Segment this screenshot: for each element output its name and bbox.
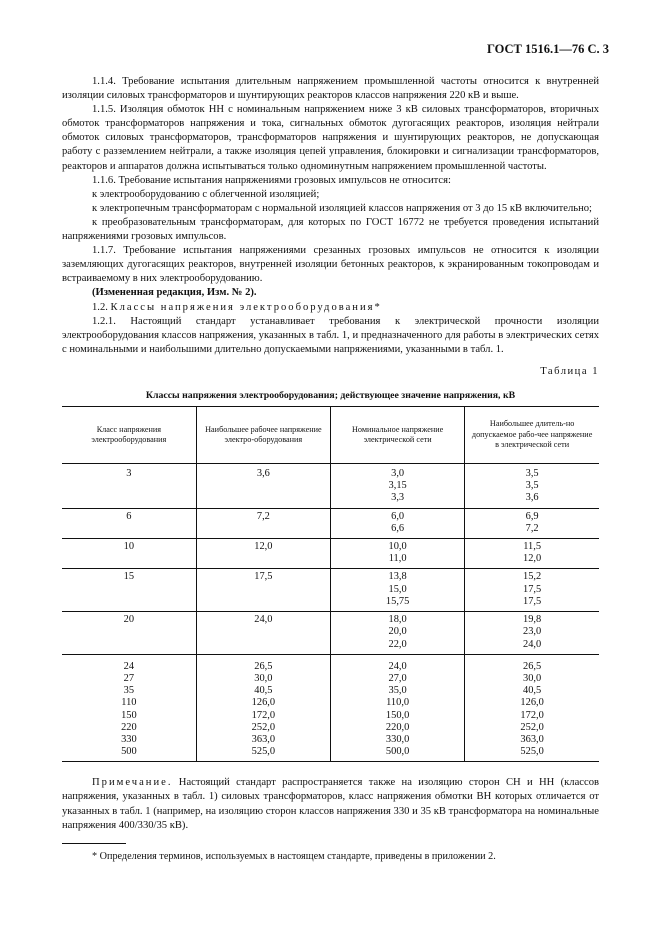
cell-value: 26,5	[523, 660, 542, 672]
header-max-working: Наибольшее рабочее напряжение электро-оборудования	[196, 407, 330, 464]
table-cell	[62, 612, 196, 655]
cell-value: 22,0	[388, 638, 407, 650]
table-header-row	[62, 407, 599, 464]
cell-value: 15	[123, 571, 135, 583]
cell-value: 3,6	[256, 468, 270, 480]
voltage-classes-table	[62, 406, 599, 762]
table-body	[62, 464, 599, 762]
header-max-continuous: Наибольшее длитель-но допускаемое рабо-чее напряжение в электрической сети	[465, 407, 599, 464]
cell-value: 330,0	[385, 733, 410, 745]
table-cell	[196, 539, 330, 569]
paragraph-1-1-5: 1.1.5. Изоляция обмоток НН с номинальным напряжением ниже 3 кВ силовых трансформаторов, вторичных обмоток трансформаторов напряжения и тока, сигнальных обмоток дугогасящих реакторов, изоляция нейтрали обмоток силовых трансформаторов, трансформаторов напряжения и шунтирующих реакторов, не допускающая работу с разземлением нейтрали, а также изоляция цепей управления, блокировки и сигнализации трансформаторов, реакторов и аппаратов должна испытываться только одноминутным напряжением промышленной частоты.	[62, 104, 599, 172]
cell-value: 26,5	[254, 660, 273, 672]
table-cell	[196, 569, 330, 612]
cell-value: 6	[126, 510, 132, 522]
cell-value: 35	[123, 685, 135, 697]
cell-value: 30,0	[523, 672, 542, 684]
cell-value: 27	[123, 672, 135, 684]
section-number: 1.2.	[92, 301, 108, 313]
cell-value: 7,2	[256, 510, 270, 522]
cell-value: 23,0	[523, 626, 542, 638]
table-number: Таблица 1	[540, 365, 599, 377]
cell-value: 110,0	[386, 697, 410, 709]
cell-value: 126,0	[520, 697, 544, 709]
table-cell	[196, 508, 330, 538]
cell-value: 15,75	[385, 595, 410, 607]
table-cell	[331, 569, 465, 612]
cell-value: 15,0	[388, 583, 407, 595]
cell-value: 220	[121, 721, 137, 733]
cell-value: 17,5	[523, 583, 542, 595]
cell-value: 15,2	[523, 571, 542, 583]
table-cell	[465, 539, 599, 569]
cell-value: 24,0	[388, 660, 407, 672]
table-cell	[196, 654, 330, 762]
table-cell	[331, 612, 465, 655]
cell-value: 3,15	[388, 480, 407, 492]
table-cell	[62, 464, 196, 509]
cell-value: 3,5	[525, 480, 539, 492]
cell-value: 20	[123, 614, 135, 626]
cell-value: 10,0	[388, 541, 407, 553]
header-nominal: Номинальное напряжение электрической сети	[331, 407, 465, 464]
cell-value: 525,0	[251, 746, 276, 758]
section-title: Классы напряжения электрооборудования	[110, 301, 375, 313]
document-body	[62, 75, 599, 864]
cell-value: 150,0	[385, 709, 410, 721]
cell-value: 11,0	[388, 553, 407, 565]
cell-value: 24,0	[254, 614, 273, 626]
cell-value: 252,0	[251, 721, 276, 733]
cell-value: 17,5	[523, 595, 542, 607]
footnote-mark: *	[374, 301, 380, 313]
cell-value: 150	[121, 709, 137, 721]
cell-value: 3	[126, 468, 132, 480]
cell-value: 172,0	[251, 709, 276, 721]
table-cell	[62, 569, 196, 612]
footnote-divider	[62, 843, 126, 844]
cell-value: 3,3	[391, 492, 405, 504]
cell-value: 17,5	[254, 571, 273, 583]
table-cell	[331, 464, 465, 509]
cell-value: 500	[121, 746, 137, 758]
paragraph-1-1-7: 1.1.7. Требование испытания напряжениями срезанных грозовых импульсов не относится к изоляции заземляющих дугогасящих реакторов, внутренней изоляции бетонных реакторов, к экранированным токопроводам и встраиваемому в них электрооборудованию.	[62, 245, 599, 285]
cell-value: 19,8	[523, 614, 542, 626]
table-cell	[196, 464, 330, 509]
cell-value: 363,0	[251, 733, 276, 745]
cell-value: 3,5	[525, 468, 539, 480]
table-cell	[62, 539, 196, 569]
footnote: * Определения терминов, используемых в настоящем стандарте, приведены в приложении 2.	[92, 850, 496, 862]
cell-value: 40,5	[523, 685, 542, 697]
cell-value: 20,0	[388, 626, 407, 638]
cell-value: 27,0	[388, 672, 407, 684]
cell-value: 7,2	[525, 522, 539, 534]
table-row	[62, 612, 599, 655]
cell-value: 110	[121, 697, 137, 709]
cell-value: 13,8	[388, 571, 407, 583]
cell-value: 10	[123, 541, 135, 553]
table-cell	[331, 539, 465, 569]
cell-value: 12,0	[254, 541, 273, 553]
cell-value: 18,0	[388, 614, 407, 626]
table-row	[62, 569, 599, 612]
cell-value: 3,0	[391, 468, 405, 480]
cell-value: 3,6	[525, 492, 539, 504]
cell-value: 6,9	[525, 510, 539, 522]
paragraph-1-1-6-item-3: к преобразовательным трансформаторам, для которых по ГОСТ 16772 не требуется проведения испытаний напряжениями грозовых импульсов.	[62, 216, 599, 243]
paragraph-1-1-6-item-2: к электропечным трансформаторам с нормальной изоляцией классов напряжения от 3 до 15 кВ включительно;	[92, 202, 592, 214]
paragraph-1-1-4: 1.1.4. Требование испытания длительным напряжением промышленной частоты относится к внутренней изоляции силовых трансформаторов и шунтирующих реакторов классов напряжения 220 кВ и выше.	[62, 76, 599, 102]
cell-value: 35,0	[388, 685, 407, 697]
cell-value: 6,0	[391, 510, 405, 522]
cell-value: 220,0	[385, 721, 410, 733]
paragraph-1-1-6: 1.1.6. Требование испытания напряжениями грозовых импульсов не относится:	[92, 174, 451, 186]
table-row	[62, 539, 599, 569]
table-row	[62, 464, 599, 509]
cell-value: 500,0	[385, 746, 410, 758]
revision-note: (Измененная редакция, Изм. № 2).	[92, 287, 257, 299]
cell-value: 525,0	[520, 746, 544, 758]
table-cell	[331, 508, 465, 538]
cell-value: 6,6	[391, 522, 405, 534]
cell-value: 126,0	[251, 697, 276, 709]
cell-value: 11,5	[523, 541, 542, 553]
table-cell	[62, 654, 196, 762]
page-header: ГОСТ 1516.1—76 С. 3	[486, 42, 609, 56]
cell-value: 12,0	[523, 553, 542, 565]
cell-value: 363,0	[520, 733, 544, 745]
table-cell	[465, 508, 599, 538]
cell-value: 172,0	[520, 709, 544, 721]
cell-value: 252,0	[520, 721, 544, 733]
cell-value: 40,5	[254, 685, 273, 697]
table-caption: Классы напряжения электрооборудования; действующее значение напряжения, кВ	[145, 389, 516, 401]
table-cell	[465, 569, 599, 612]
cell-value: 24,0	[523, 638, 542, 650]
cell-value: 24	[123, 660, 135, 672]
table-cell	[196, 612, 330, 655]
table-cell	[62, 508, 196, 538]
table-cell	[465, 612, 599, 655]
header-class: Класс напряжения электрооборудования	[62, 407, 196, 464]
table-row	[62, 508, 599, 538]
table-cell	[465, 654, 599, 762]
cell-value: 30,0	[254, 672, 273, 684]
note-label: Примечание.	[92, 777, 173, 789]
note-text: Настоящий стандарт распространяется также на изоляцию сторон СН и НН (классов напряжения, указанных в табл. 1) силовых трансформаторов, класс напряжения обмотки ВН которых отличается от указанных в табл. 1 (например, на изоляцию сторон классов напряжения 330 и 35 кВ трансформатора на номинальные напряжения 400/330/35 кВ).	[62, 777, 599, 831]
table-note	[62, 776, 599, 832]
section-1-2-heading	[62, 301, 599, 315]
table-row	[62, 654, 599, 762]
paragraph-1-1-6-item-1: к электрооборудованию с облегченной изоляцией;	[92, 188, 320, 200]
table-cell	[331, 654, 465, 762]
table-cell	[465, 464, 599, 509]
cell-value: 330	[121, 733, 137, 745]
paragraph-1-2-1: 1.2.1. Настоящий стандарт устанавливает требования к электрической прочности изоляции электрооборудования классов напряжения, указанных в табл. 1, и предназначенного для работы в электрических сетях с номинальными и наибольшими длительно допускаемыми напряжениями, указанными в табл. 1.	[62, 315, 599, 355]
